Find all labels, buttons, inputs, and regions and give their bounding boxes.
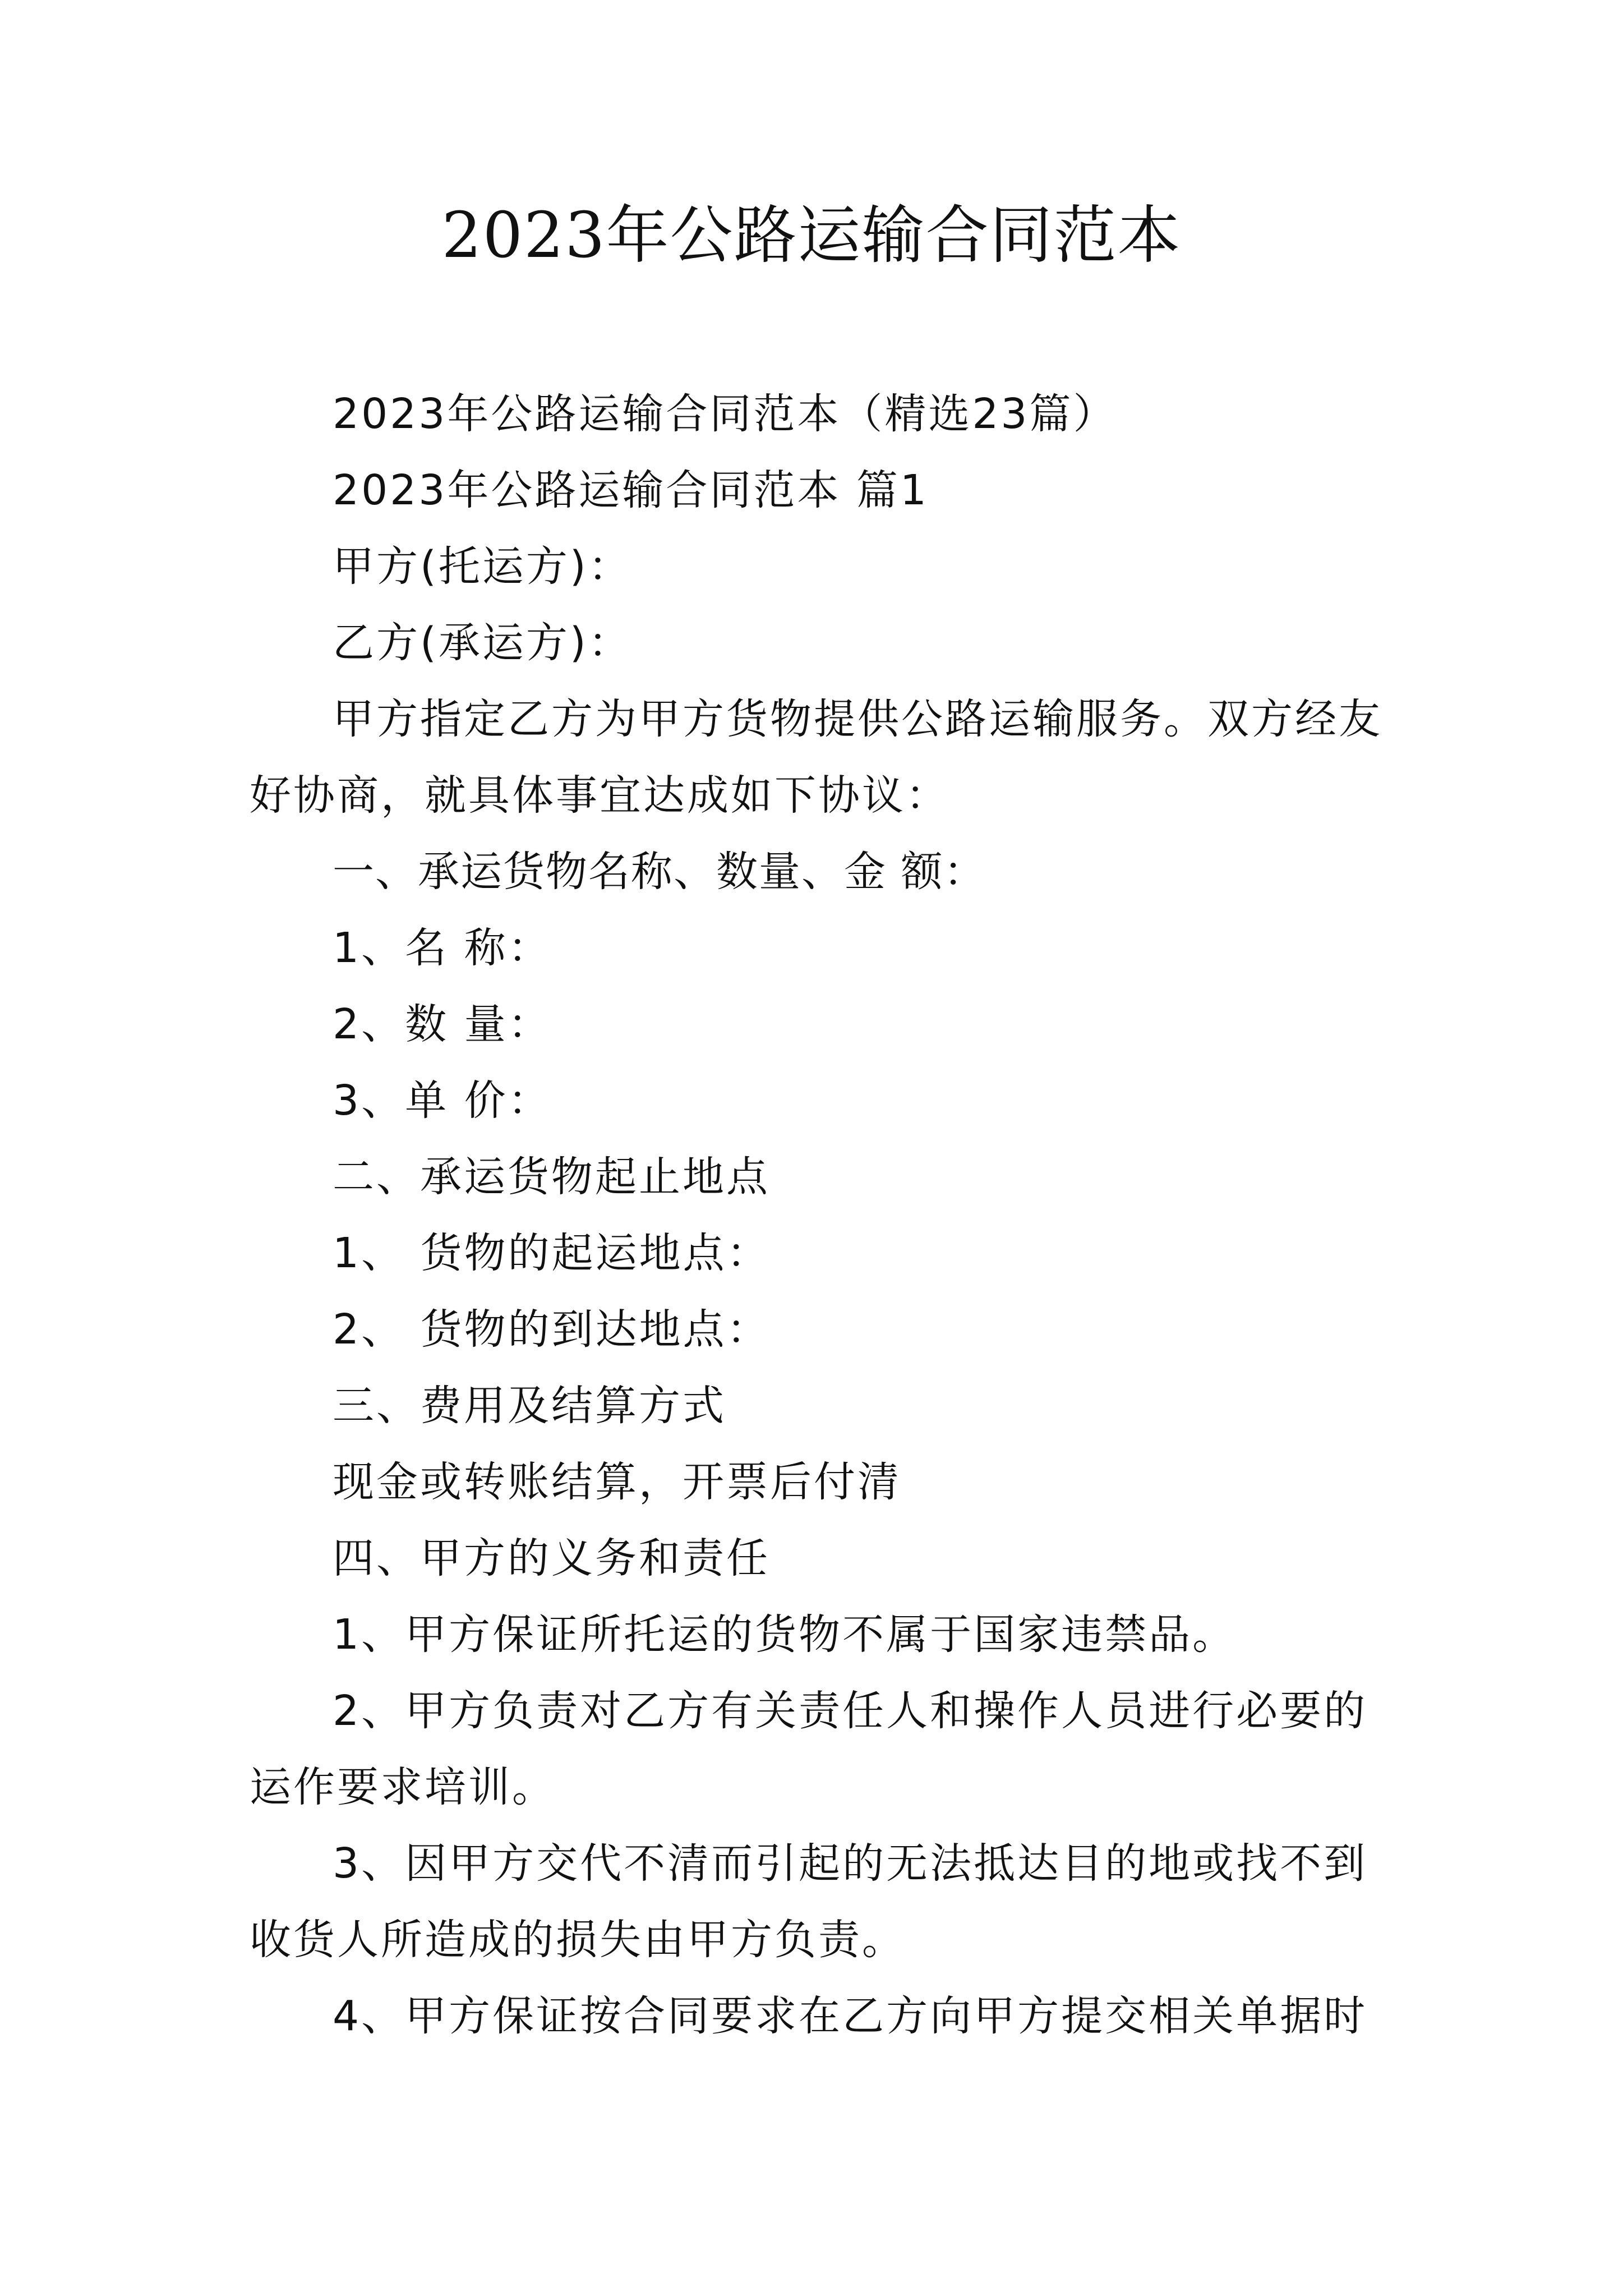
paragraph-clause-4-heading: 四、甲方的义务和责任 (333, 1534, 770, 1582)
paragraph-section-heading: 2023年公路运输合同范本 篇1 (333, 466, 929, 514)
paragraph-clause-1-quantity: 2、数 量： (333, 1000, 552, 1048)
paragraph-party-b: 乙方(承运方)： (333, 619, 632, 667)
paragraph-party-a: 甲方(托运方)： (333, 542, 632, 591)
paragraph-clause-4-item-3: 3、因甲方交代不清而引起的无法抵达目的地或找不到收货人所造成的损失由甲方负责。 (250, 1839, 1368, 1964)
paragraph-clause-4-item-2: 2、甲方负责对乙方有关责任人和操作人员进行必要的运作要求培训。 (250, 1687, 1368, 1811)
paragraph-clause-3-settlement: 现金或转账结算，开票后付清 (333, 1458, 901, 1506)
paragraph-intro: 甲方指定乙方为甲方货物提供公路运输服务。双方经友好协商，就具体事宜达成如下协议： (250, 695, 1382, 820)
paragraph-clause-4-item-4: 4、甲方保证按合同要求在乙方向甲方提交相关单据时 (333, 1992, 1368, 2040)
paragraph-clause-2-heading: 二、承运货物起止地点 (333, 1153, 770, 1201)
paragraph-clause-1-heading: 一、承运货物名称、数量、金 额： (333, 848, 986, 896)
document-body (250, 376, 1391, 2054)
paragraph-clause-2-origin: 1、 货物的起运地点： (333, 1229, 771, 1277)
paragraph-clause-1-price: 3、单 价： (333, 1076, 552, 1125)
paragraph-clause-2-destination: 2、 货物的到达地点： (333, 1305, 771, 1354)
document-title: 2023年公路运输合同范本 (441, 199, 1182, 272)
paragraph-subtitle: 2023年公路运输合同范本（精选23篇） (333, 390, 1117, 438)
paragraph-clause-3-heading: 三、费用及结算方式 (333, 1382, 726, 1430)
paragraph-clause-4-item-1: 1、甲方保证所托运的货物不属于国家违禁品。 (333, 1611, 1237, 1659)
paragraph-clause-1-name: 1、名 称： (333, 924, 552, 972)
